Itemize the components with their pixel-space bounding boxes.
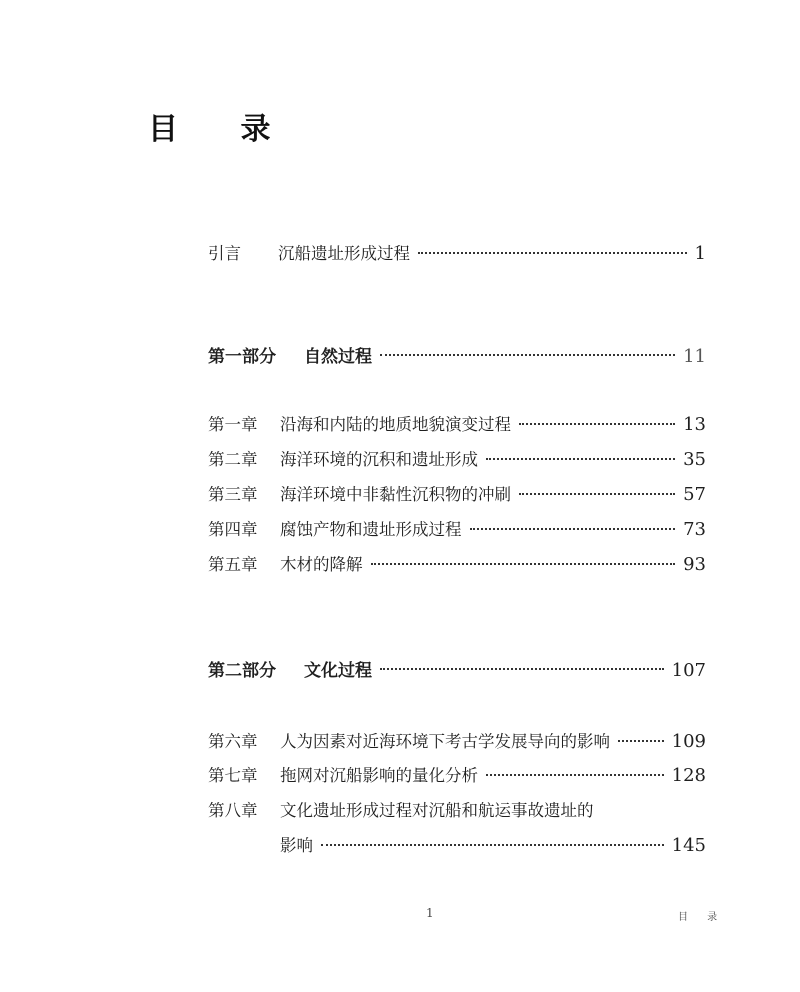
chapter-title-continued: 影响 xyxy=(280,836,313,855)
toc-chapter-4[interactable] xyxy=(208,516,706,540)
chapter-title: 沿海和内陆的地质地貌演变过程 xyxy=(280,415,511,434)
chapter-number: 第六章 xyxy=(208,732,258,751)
page-number: 11 xyxy=(683,346,706,367)
part-label: 第二部分 xyxy=(208,661,276,681)
toc-chapter-1[interactable] xyxy=(208,411,706,435)
part-title: 文化过程 xyxy=(304,661,372,681)
toc-part-2[interactable] xyxy=(208,656,706,680)
page-number: 145 xyxy=(671,835,706,856)
chapter-number: 第五章 xyxy=(208,555,258,574)
dot-leader xyxy=(380,353,675,356)
footer-page-number: 1 xyxy=(426,906,434,920)
chapter-number: 第七章 xyxy=(208,766,258,785)
toc-chapter-2[interactable] xyxy=(208,446,706,470)
chapter-title: 文化遗址形成过程对沉船和航运事故遗址的 xyxy=(280,801,594,820)
dot-leader xyxy=(618,739,664,742)
toc-chapter-3[interactable] xyxy=(208,481,706,505)
page-number: 107 xyxy=(671,660,706,681)
toc-chapter-5[interactable] xyxy=(208,551,706,575)
dot-leader xyxy=(371,562,676,565)
toc-chapter-8[interactable] xyxy=(208,797,594,821)
dot-leader xyxy=(470,527,676,530)
page-number: 13 xyxy=(683,414,706,435)
toc-chapter-7[interactable] xyxy=(208,762,706,786)
toc-part-1[interactable] xyxy=(208,342,706,366)
toc-chapter-6[interactable] xyxy=(208,728,706,752)
dot-leader xyxy=(519,492,675,495)
chapter-title: 腐蚀产物和遗址形成过程 xyxy=(280,520,462,539)
chapter-number: 第四章 xyxy=(208,520,258,539)
chapter-title: 海洋环境中非黏性沉积物的冲刷 xyxy=(280,485,511,504)
chapter-number: 第一章 xyxy=(208,415,258,434)
chapter-number: 第八章 xyxy=(208,801,258,820)
part-label: 第一部分 xyxy=(208,347,276,367)
dot-leader xyxy=(486,457,675,460)
page-number: 109 xyxy=(671,731,706,752)
page-title: 目 录 xyxy=(148,112,297,147)
dot-leader xyxy=(321,843,664,846)
page-number: 57 xyxy=(683,484,706,505)
dot-leader xyxy=(486,773,664,776)
chapter-number: 第二章 xyxy=(208,450,258,469)
chapter-number: 第三章 xyxy=(208,485,258,504)
chapter-title: 海洋环境的沉积和遗址形成 xyxy=(280,450,478,469)
page-number: 35 xyxy=(683,449,706,470)
page-number: 73 xyxy=(683,519,706,540)
chapter-title: 拖网对沉船影响的量化分析 xyxy=(280,766,478,785)
dot-leader xyxy=(519,422,675,425)
page-number: 93 xyxy=(683,554,706,575)
running-title: 目 录 xyxy=(678,912,726,923)
dot-leader xyxy=(418,251,687,254)
toc-entry-intro[interactable] xyxy=(208,240,706,264)
dot-leader xyxy=(380,667,664,670)
page-number: 128 xyxy=(671,765,706,786)
part-title: 自然过程 xyxy=(304,347,372,367)
entry-label: 引言 xyxy=(208,244,241,263)
chapter-title: 木材的降解 xyxy=(280,555,363,574)
toc-chapter-8-continued[interactable] xyxy=(280,832,706,856)
chapter-title: 人为因素对近海环境下考古学发展导向的影响 xyxy=(280,732,610,751)
page-number: 1 xyxy=(694,243,706,264)
entry-title: 沉船遗址形成过程 xyxy=(278,244,410,263)
